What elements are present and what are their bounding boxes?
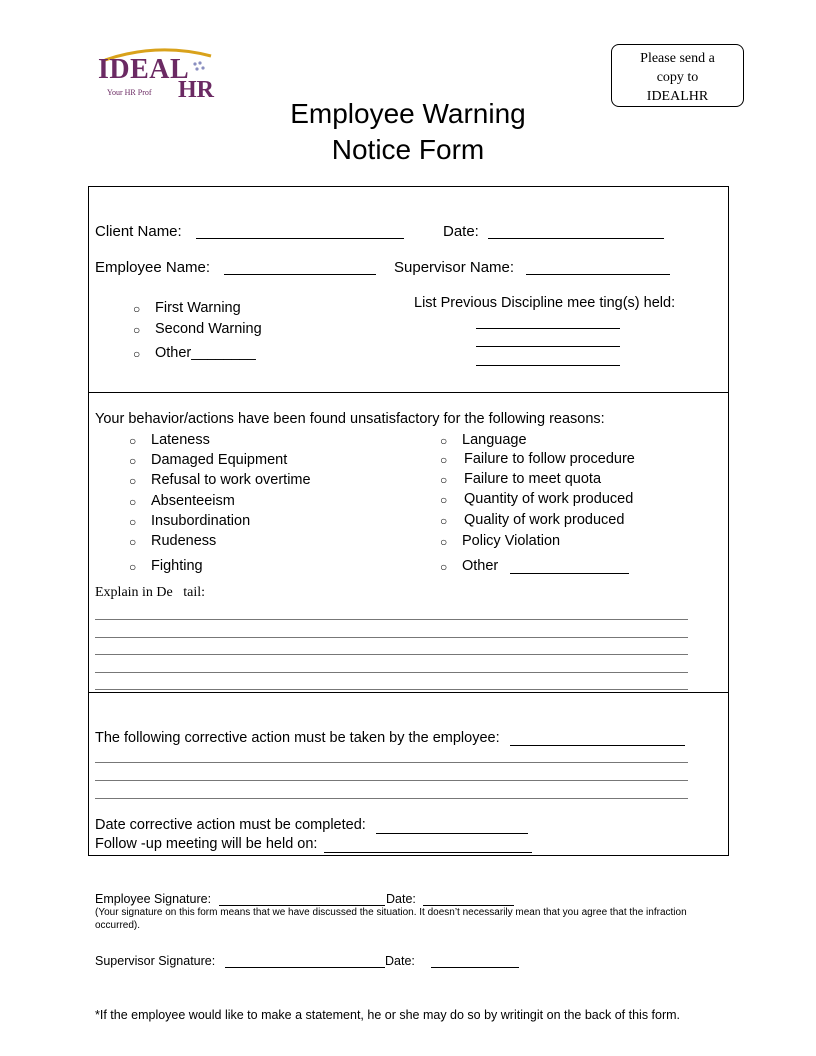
explain-line-2[interactable] bbox=[95, 637, 688, 638]
reason-right-4-label: Quality of work produced bbox=[464, 512, 625, 528]
form-title-line1: Employee Warning bbox=[290, 98, 526, 129]
reasons-intro: Your behavior/actions have been found unsatisfactory for the following reasons: bbox=[95, 411, 605, 427]
reason-right-3-label: Quantity of work produced bbox=[464, 491, 634, 507]
client-name-field[interactable] bbox=[196, 238, 404, 239]
employee-signature-label: Employee Signature: bbox=[95, 892, 212, 906]
supervisor-date-label: Date: bbox=[385, 954, 415, 968]
reason-left-6-label: Fighting bbox=[151, 558, 203, 574]
previous-meetings-label: List Previous Discipline mee ting(s) held: bbox=[414, 295, 676, 311]
reason-right-5-checkbox[interactable]: ○ bbox=[440, 535, 448, 549]
supervisor-name-field[interactable] bbox=[526, 274, 670, 275]
explain-line-4[interactable] bbox=[95, 672, 688, 673]
other-reason-field[interactable] bbox=[510, 573, 629, 574]
reason-left-0-label: Lateness bbox=[151, 432, 210, 448]
reason-right-4-checkbox[interactable]: ○ bbox=[440, 514, 448, 528]
reason-right-6-label: Other bbox=[462, 558, 499, 574]
company-logo bbox=[95, 46, 220, 102]
warning-second-checkbox[interactable]: ○ bbox=[133, 323, 141, 337]
reason-left-4-label: Insubordination bbox=[151, 513, 251, 529]
reason-left-0-checkbox[interactable]: ○ bbox=[129, 434, 137, 448]
reason-left-4-checkbox[interactable]: ○ bbox=[129, 515, 137, 529]
warning-second-label: Second Warning bbox=[155, 321, 262, 337]
reason-left-2-checkbox[interactable]: ○ bbox=[129, 474, 137, 488]
employee-info-section bbox=[88, 186, 729, 393]
corrective-action-field[interactable] bbox=[510, 745, 685, 746]
reason-left-5-checkbox[interactable]: ○ bbox=[129, 535, 137, 549]
employee-date-label: Date: bbox=[386, 892, 416, 906]
corrective-line-1[interactable] bbox=[95, 762, 688, 763]
explain-label: Explain in De tail: bbox=[95, 585, 206, 600]
reason-right-3-checkbox[interactable]: ○ bbox=[440, 493, 448, 507]
reason-right-1-checkbox[interactable]: ○ bbox=[440, 453, 448, 467]
reason-right-6-checkbox[interactable]: ○ bbox=[440, 560, 448, 574]
form-title-line2: Notice Form bbox=[331, 134, 485, 165]
employee-name-field[interactable] bbox=[224, 274, 376, 275]
corrective-line-2[interactable] bbox=[95, 780, 688, 781]
reason-right-2-label: Failure to meet quota bbox=[464, 471, 602, 487]
supervisor-name-label: Supervisor Name: bbox=[394, 259, 515, 276]
employee-name-label: Employee Name: bbox=[95, 259, 211, 276]
date-field[interactable] bbox=[488, 238, 664, 239]
signature-note: (Your signature on this form means that we have discussed the situation. It doesn’t necessarily mean that you agree that the infraction occurred). bbox=[95, 907, 687, 931]
corrective-action-label: The following corrective action must be taken by the employee: bbox=[95, 730, 500, 746]
previous-meeting-field-1[interactable] bbox=[476, 328, 620, 329]
reason-left-3-label: Absenteeism bbox=[151, 493, 235, 509]
reason-left-3-checkbox[interactable]: ○ bbox=[129, 495, 137, 509]
date-label: Date: bbox=[443, 223, 479, 240]
previous-meeting-field-3[interactable] bbox=[476, 365, 620, 366]
followup-label: Follow -up meeting will be held on: bbox=[95, 836, 318, 852]
supervisor-signature-label: Supervisor Signature: bbox=[95, 954, 216, 968]
warning-first-checkbox[interactable]: ○ bbox=[133, 302, 141, 316]
followup-date-field[interactable] bbox=[324, 852, 532, 853]
logo-tagline: Your HR Prof bbox=[107, 88, 152, 97]
reason-left-2-label: Refusal to work overtime bbox=[151, 472, 311, 488]
supervisor-signature-field[interactable] bbox=[225, 967, 385, 968]
reason-left-1-label: Damaged Equipment bbox=[151, 452, 288, 468]
warning-first-label: First Warning bbox=[155, 300, 241, 316]
reason-right-0-label: Language bbox=[462, 432, 527, 448]
corrective-line-3[interactable] bbox=[95, 798, 688, 799]
reason-right-0-checkbox[interactable]: ○ bbox=[440, 434, 448, 448]
completion-date-label: Date corrective action must be completed: bbox=[95, 817, 366, 833]
reason-left-1-checkbox[interactable]: ○ bbox=[129, 454, 137, 468]
copy-note-line2: copy to bbox=[656, 70, 699, 85]
previous-meeting-field-2[interactable] bbox=[476, 346, 620, 347]
logo-ideal-text: IDEAL bbox=[98, 54, 190, 85]
reason-right-1-label: Failure to follow procedure bbox=[464, 451, 635, 467]
reason-right-5-label: Policy Violation bbox=[462, 533, 561, 549]
supervisor-date-field[interactable] bbox=[431, 967, 519, 968]
warning-other-label: Other________ bbox=[155, 345, 256, 361]
explain-line-5[interactable] bbox=[95, 689, 688, 690]
client-name-label: Client Name: bbox=[95, 223, 182, 240]
explain-line-3[interactable] bbox=[95, 654, 688, 655]
reason-left-5-label: Rudeness bbox=[151, 533, 217, 549]
completion-date-field[interactable] bbox=[376, 833, 528, 834]
footer-statement: *If the employee would like to make a statement, he or she may do so by writingit on the back of this form. bbox=[95, 1008, 681, 1022]
reason-left-6-checkbox[interactable]: ○ bbox=[129, 560, 137, 574]
copy-note-line1: Please send a bbox=[640, 51, 715, 66]
explain-line-1[interactable] bbox=[95, 619, 688, 620]
logo-dots-icon bbox=[192, 60, 206, 74]
warning-other-checkbox[interactable]: ○ bbox=[133, 347, 141, 361]
logo-hr-text: HR bbox=[178, 77, 214, 103]
copy-note-line3: IDEALHR bbox=[646, 89, 709, 104]
reason-right-2-checkbox[interactable]: ○ bbox=[440, 473, 448, 487]
